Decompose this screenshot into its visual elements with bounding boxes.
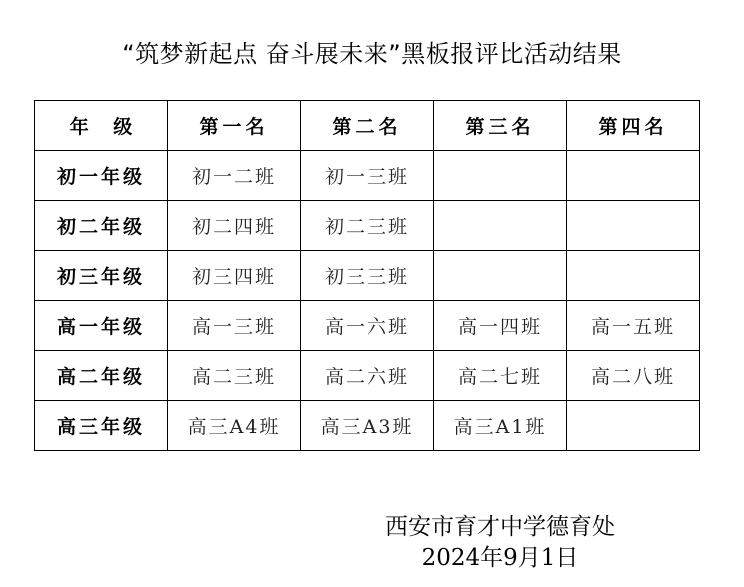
table-header-row <box>35 101 700 151</box>
second-place-cell: 初二三班 <box>301 201 434 251</box>
fourth-place-cell <box>567 151 700 201</box>
fourth-place-cell: 高一五班 <box>567 301 700 351</box>
grade-cell: 初三年级 <box>35 251 168 301</box>
table-row <box>35 151 700 201</box>
header-fourth-place: 第四名 <box>567 101 700 151</box>
signature-date: 2024年9月1日 <box>421 545 579 571</box>
grade-cell: 初一年级 <box>35 151 168 201</box>
second-place-cell: 初三三班 <box>301 251 434 301</box>
table-row <box>35 201 700 251</box>
first-place-cell: 初三四班 <box>168 251 301 301</box>
grade-cell: 高三年级 <box>35 401 168 451</box>
fourth-place-cell: 高二八班 <box>567 351 700 401</box>
table-row <box>35 301 700 351</box>
fourth-place-cell <box>567 251 700 301</box>
first-place-cell: 高三A4班 <box>168 401 301 451</box>
table-row <box>35 251 700 301</box>
results-table <box>34 100 700 451</box>
first-place-cell: 高一三班 <box>168 301 301 351</box>
second-place-cell: 初一三班 <box>301 151 434 201</box>
third-place-cell <box>434 151 567 201</box>
table-row <box>35 351 700 401</box>
first-place-cell: 高二三班 <box>168 351 301 401</box>
second-place-cell: 高三A3班 <box>301 401 434 451</box>
grade-cell: 高一年级 <box>35 301 168 351</box>
document-title: “筑梦新起点 奋斗展未来”黑板报评比活动结果 <box>122 40 622 68</box>
table-row <box>35 401 700 451</box>
fourth-place-cell <box>567 401 700 451</box>
header-first-place: 第一名 <box>168 101 301 151</box>
second-place-cell: 高二六班 <box>301 351 434 401</box>
grade-cell: 高二年级 <box>35 351 168 401</box>
fourth-place-cell <box>567 201 700 251</box>
header-second-place: 第二名 <box>301 101 434 151</box>
third-place-cell: 高一四班 <box>434 301 567 351</box>
third-place-cell: 高三A1班 <box>434 401 567 451</box>
header-third-place: 第三名 <box>434 101 567 151</box>
grade-cell: 初二年级 <box>35 201 168 251</box>
third-place-cell: 高二七班 <box>434 351 567 401</box>
signature-organization: 西安市育才中学德育处 <box>385 514 615 540</box>
first-place-cell: 初一二班 <box>168 151 301 201</box>
third-place-cell <box>434 201 567 251</box>
header-grade: 年 级 <box>35 101 168 151</box>
first-place-cell: 初二四班 <box>168 201 301 251</box>
third-place-cell <box>434 251 567 301</box>
second-place-cell: 高一六班 <box>301 301 434 351</box>
